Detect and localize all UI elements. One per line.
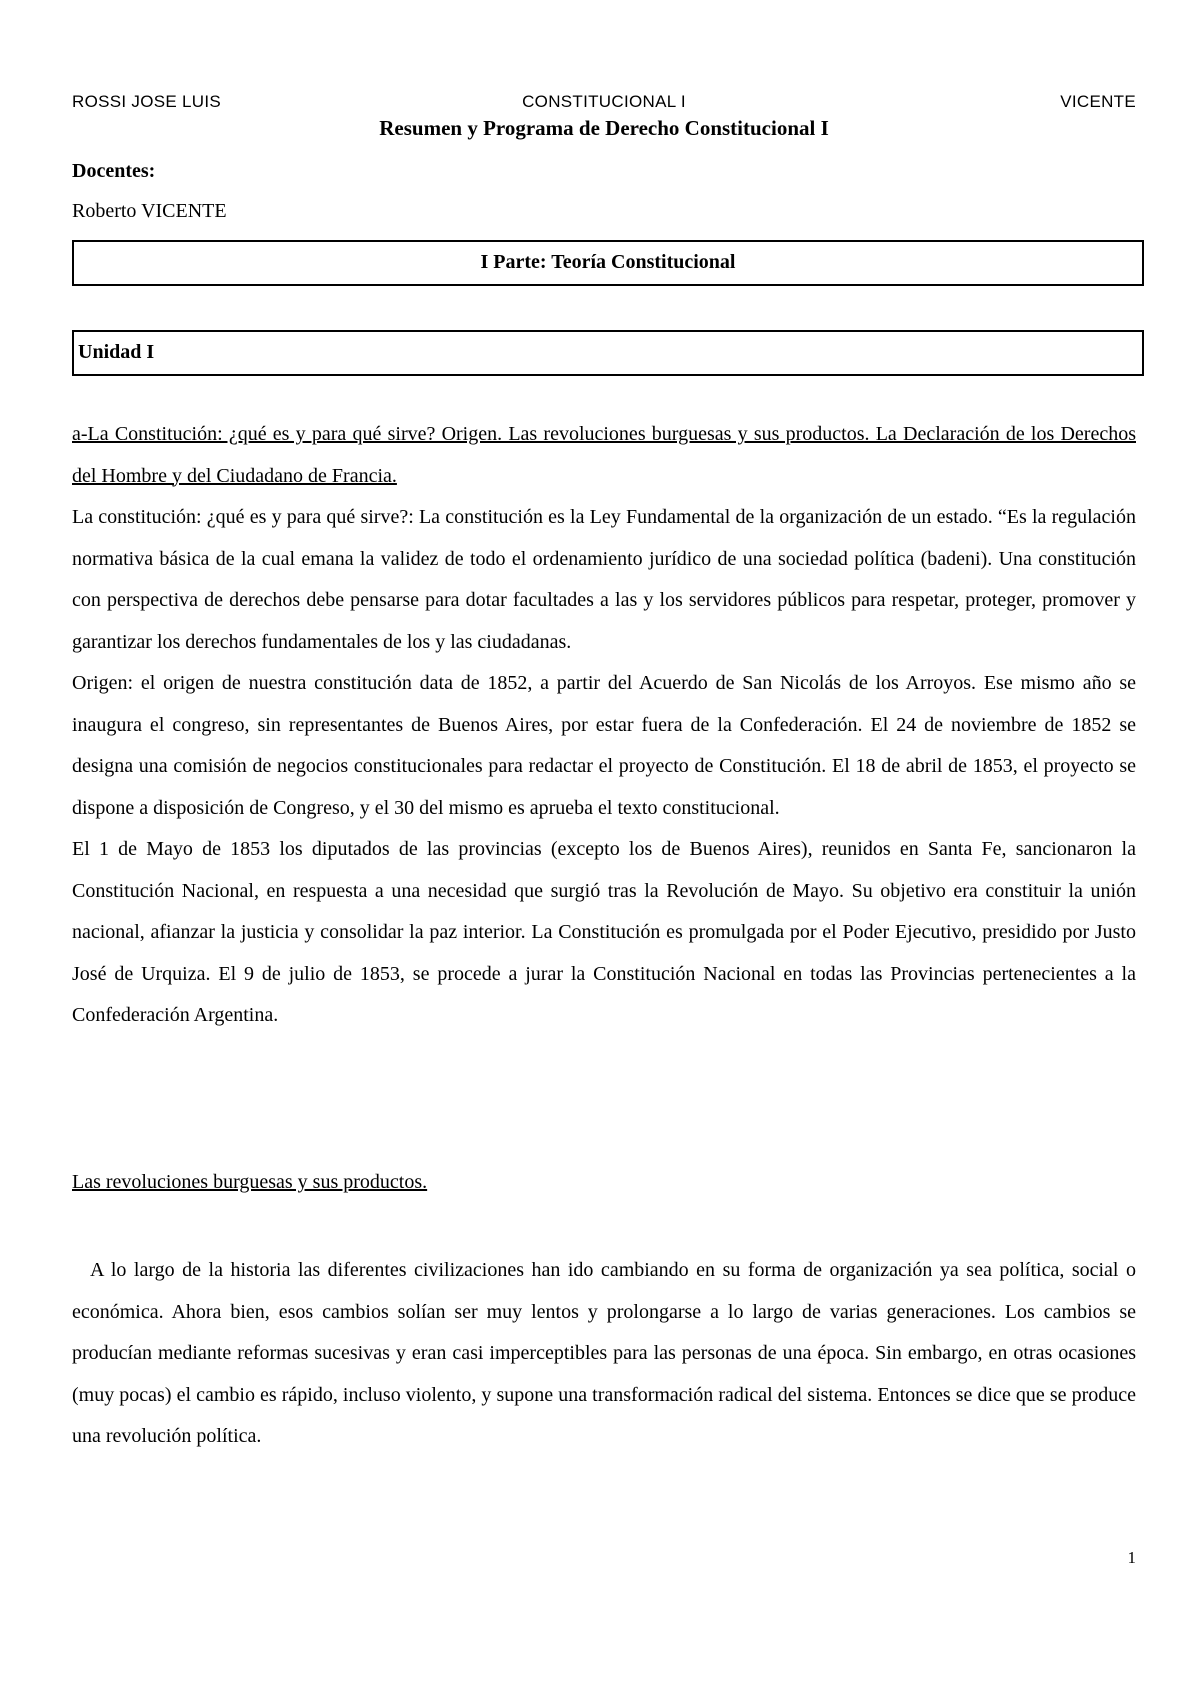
- unit-heading: Unidad I: [78, 341, 155, 363]
- page-number: 1: [1127, 1548, 1136, 1567]
- document-page: [72, 0, 1136, 1696]
- unit-heading-box: [72, 330, 1144, 376]
- paragraph-revolutions: A lo largo de la historia las diferentes civilizaciones han ido cambiando en su forma de organización ya sea política, social o económica. Ahora bien, esos cambios solían ser muy lentos y prolongarse a lo largo de varias generaciones. Los cambios se producían mediante reformas sucesivas y eran casi imperceptibles para las personas de una época. Sin embargo, en otras ocasiones (muy pocas) el cambio es rápido, incluso violento, y supone una transformación radical del sistema. Entonces se dice que se produce una revolución política.: [72, 1259, 1136, 1447]
- section-a: [72, 414, 1136, 1037]
- part-heading: I Parte: Teoría Constitucional: [480, 251, 736, 273]
- document-title: Resumen y Programa de Derecho Constitucional I: [379, 116, 829, 140]
- paragraph-definition: La constitución: ¿qué es y para qué sirve?: La constitución es la Ley Fundamental de la organización de un estado. “Es la regulación normativa básica de la cual emana la validez de todo el ordenamiento jurídico de una sociedad política (badeni). Una constitución con perspectiva de derechos debe pensarse para dotar facultades a las y los servidores públicos para respetar, proteger, promover y garantizar los derechos fundamentales de los y las ciudadanas.: [72, 506, 1136, 653]
- paragraph-sanction: El 1 de Mayo de 1853 los diputados de las provincias (excepto los de Buenos Aires), reunidos en Santa Fe, sancionaron la Constitución Nacional, en respuesta a una necesidad que surgió tras la Revolución de Mayo. Su objetivo era constituir la unión nacional, afianzar la justicia y consolidar la paz interior. La Constitución es promulgada por el Poder Ejecutivo, presidido por Justo José de Urquiza. El 9 de julio de 1853, se procede a jurar la Constitución Nacional en todas las Provincias pertenecientes a la Confederación Argentina.: [72, 838, 1136, 1026]
- part-heading-box: [72, 240, 1144, 286]
- header-course: CONSTITUCIONAL I: [522, 92, 686, 111]
- docentes-name: Roberto VICENTE: [72, 200, 227, 222]
- docentes-label: Docentes:: [72, 160, 156, 182]
- section-b-heading: Las revoluciones burguesas y sus productos.: [72, 1171, 428, 1193]
- running-header: [72, 92, 1136, 116]
- paragraph-origin: Origen: el origen de nuestra constitución data de 1852, a partir del Acuerdo de San Nicolás de los Arroyos. Ese mismo año se inaugura el congreso, sin representantes de Buenos Aires, por estar fuera de la Confederación. El 24 de noviembre de 1852 se designa una comisión de negocios constitucionales para redactar el proyecto de Constitución. El 18 de abril de 1853, el proyecto se dispone a disposición de Congreso, y el 30 del mismo es aprueba el texto constitucional.: [72, 672, 1136, 819]
- section-a-heading: a-La Constitución: ¿qué es y para qué sirve? Origen. Las revoluciones burguesas y sus productos. La Declaración de los Derechos del Hombre y del Ciudadano de Francia.: [72, 423, 1136, 487]
- header-author: ROSSI JOSE LUIS: [72, 92, 222, 111]
- header-professor: VICENTE: [1060, 92, 1136, 111]
